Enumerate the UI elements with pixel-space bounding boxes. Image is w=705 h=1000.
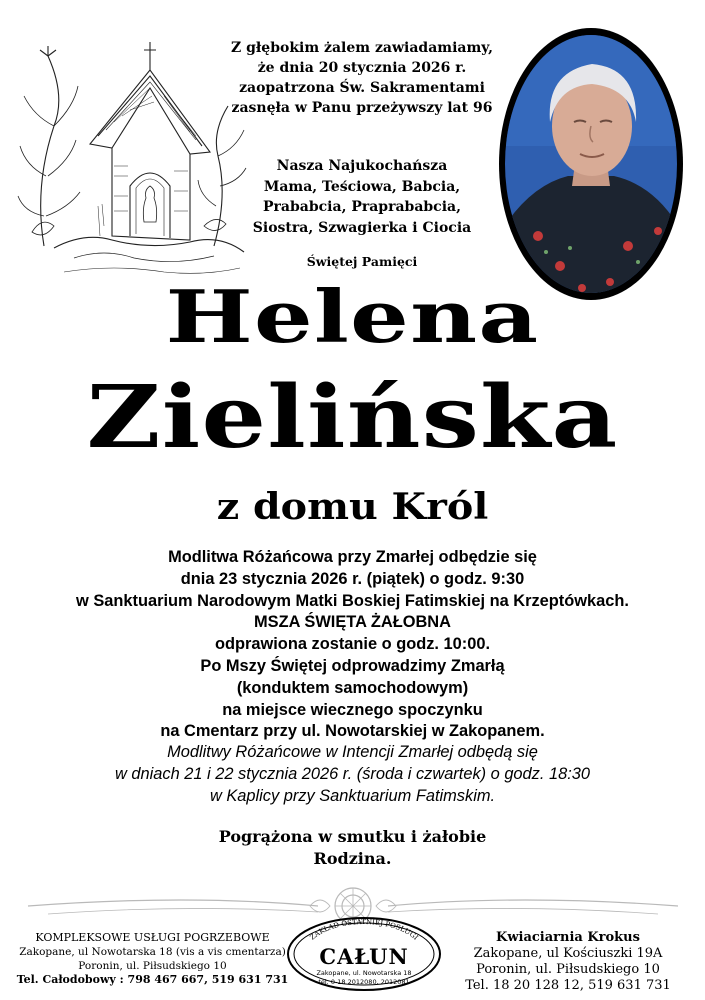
- florist-info: [440, 930, 696, 994]
- service-line: MSZA ŚWIĘTA ŻAŁOBNA: [254, 613, 451, 632]
- deceased-surname: Zielińska: [86, 367, 619, 468]
- funeral-home-phone: Tel. Całodobowy : 798 467 667, 519 631 731: [16, 973, 289, 986]
- service-line: na Cmentarz przy ul. Nowotarskiej w Zakopanem.: [160, 722, 545, 741]
- death-announcement: [222, 38, 502, 118]
- rosary-line: w Kaplicy przy Sanktuarium Fatimskim.: [209, 786, 496, 805]
- service-line: na miejsce wiecznego spoczynku: [222, 700, 483, 719]
- family-title-line: Mama, Teściowa, Babcia,: [263, 178, 461, 195]
- service-line: Modlitwa Różańcowa przy Zmarłej odbędzie się: [168, 548, 537, 566]
- announcement-line: zasnęła w Panu przeżywszy lat 96: [231, 100, 493, 116]
- mourners-line: Pogrążona w smutku i żałobie: [218, 827, 487, 846]
- family-titles: [252, 156, 472, 238]
- rosary-line: w dniach 21 i 22 stycznia 2026 r. (środa i czwartek) o godz. 18:30: [115, 764, 590, 783]
- announcement-line: Z głębokim żalem zawiadamiamy,: [231, 40, 493, 56]
- funeral-home-name: KOMPLEKSOWE USŁUGI POGRZEBOWE: [35, 931, 270, 944]
- stamp-address: Zakopane, ul. Nowotarska 18: [316, 969, 412, 977]
- funeral-home-address: Zakopane, ul Nowotarska 18 (vis a vis cmentarza): [19, 946, 286, 958]
- florist-address: Zakopane, ul Kościuszki 19A: [473, 946, 663, 961]
- maiden-name: z domu Król: [216, 486, 489, 528]
- stamp-brand: CAŁUN: [319, 944, 409, 969]
- funeral-service-details: [0, 547, 705, 743]
- calun-stamp-logo: [284, 914, 444, 994]
- announcement-line: zaopatrzona Św. Sakramentami: [239, 80, 485, 96]
- family-title-line: Nasza Najukochańsza: [276, 158, 448, 174]
- funeral-home-info: [10, 931, 295, 987]
- deceased-first-name: Helena: [165, 274, 540, 359]
- service-line: (konduktem samochodowym): [236, 678, 469, 697]
- service-line: Po Mszy Świętej odprowadzimy Zmarłą: [200, 656, 505, 675]
- mourners-signature: [0, 826, 705, 870]
- mourners-line: Rodzina.: [313, 849, 392, 868]
- stamp-phone: tel. 0-18 2012080, 2012081: [318, 978, 410, 986]
- deceased-portrait: [498, 26, 684, 302]
- funeral-home-address: Poronin, ul. Piłsudskiego 10: [78, 960, 227, 972]
- rosary-line: Modlitwy Różańcowe w Intencji Zmarłej odbędą się: [167, 743, 538, 761]
- stamp-arc-text: ZAKŁAD OSTATNIEJ POSŁUGI: [308, 917, 420, 942]
- florist-address: Poronin, ul. Piłsudskiego 10: [476, 962, 660, 977]
- florist-phone: Tel. 18 20 128 12, 519 631 731: [465, 978, 671, 993]
- announcement-line: że dnia 20 stycznia 2026 r.: [257, 60, 467, 76]
- rosary-prayers-info: [0, 742, 705, 807]
- memory-label: Świętej Pamięci: [306, 254, 418, 269]
- service-line: dnia 23 stycznia 2026 r. (piątek) o godz. 9:30: [180, 569, 525, 588]
- service-line: w Sanktuarium Narodowym Matki Boskiej Fatimskiej na Krzeptówkach.: [76, 591, 629, 610]
- family-title-line: Siostra, Szwagierka i Ciocia: [252, 219, 472, 236]
- florist-name: Kwiaciarnia Krokus: [496, 930, 640, 945]
- service-line: odprawiona zostanie o godz. 10:00.: [214, 635, 491, 654]
- chapel-sketch-illustration: [14, 36, 249, 281]
- svg-text:ZAKŁAD OSTATNIEJ POSŁUGI: [309, 918, 420, 942]
- family-title-line: Prababcia, Praprababcia,: [263, 199, 461, 215]
